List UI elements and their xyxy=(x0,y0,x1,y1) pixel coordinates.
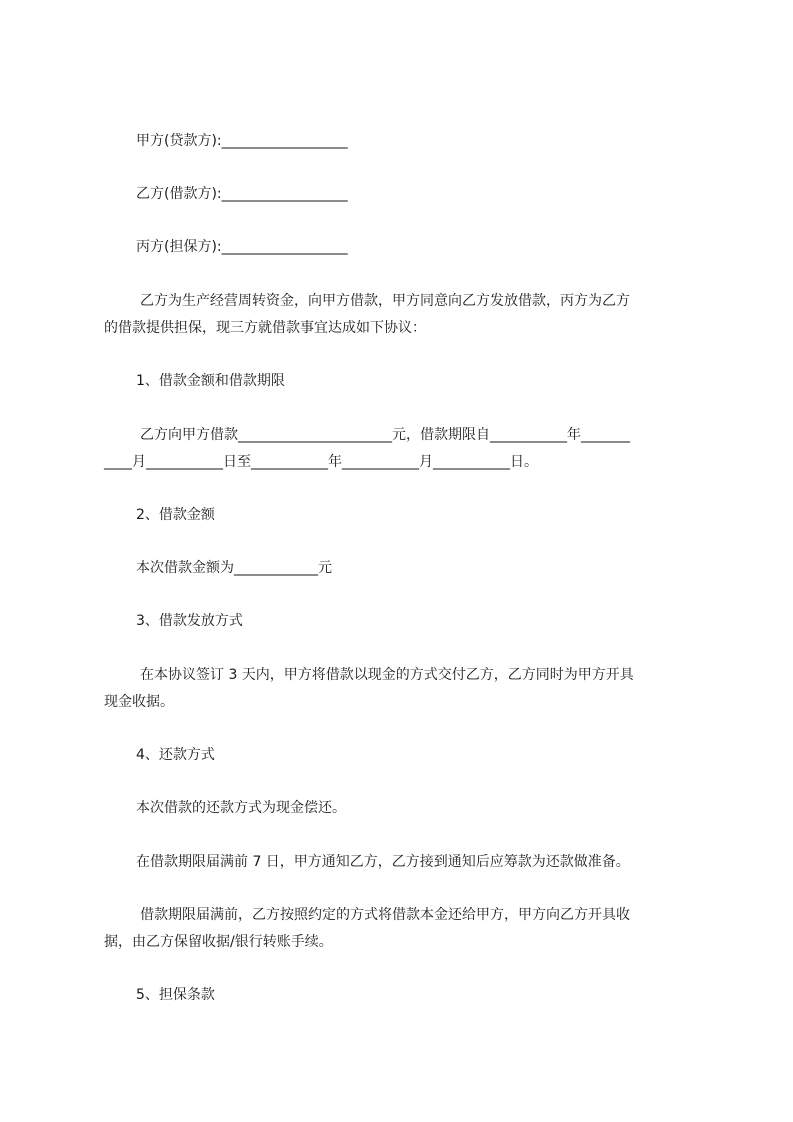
section-1-heading: 1、借款金额和借款期限 xyxy=(136,373,285,389)
party-b-line: 乙方(借款方):__________________ xyxy=(136,186,348,202)
party-a-line: 甲方(贷款方):__________________ xyxy=(136,133,348,149)
section-2-text: 本次借款金额为____________元 xyxy=(136,560,332,576)
section-3-heading: 3、借款发放方式 xyxy=(136,613,243,629)
intro-paragraph-line-1: 乙方为生产经营周转资金，向甲方借款，甲方同意向乙方发放借款，丙方为乙方 xyxy=(140,293,630,309)
section-4-paragraph-2: 在借款期限届满前 7 日，甲方通知乙方，乙方接到通知后应筹款为还款做准备。 xyxy=(136,854,630,870)
section-4-paragraph-1: 本次借款的还款方式为现金偿还。 xyxy=(136,800,346,816)
section-1-line-2: ____月___________日至___________年___________月___________日。 xyxy=(104,454,538,470)
section-1-line-1: 乙方向甲方借款______________________元，借款期限自___________年_______ xyxy=(140,427,630,443)
section-4-paragraph-3-line-2: 据，由乙方保留收据/银行转账手续。 xyxy=(104,934,333,950)
section-3-line-2: 现金收据。 xyxy=(104,694,174,710)
intro-paragraph-line-2: 的借款提供担保，现三方就借款事宜达成如下协议： xyxy=(104,320,426,336)
section-3-line-1: 在本协议签订 3 天内，甲方将借款以现金的方式交付乙方，乙方同时为甲方开具 xyxy=(140,667,634,683)
section-5-heading: 5、担保条款 xyxy=(136,987,215,1003)
section-4-heading: 4、还款方式 xyxy=(136,747,215,763)
party-c-line: 丙方(担保方):__________________ xyxy=(136,239,348,255)
section-4-paragraph-3-line-1: 借款期限届满前，乙方按照约定的方式将借款本金还给甲方，甲方向乙方开具收 xyxy=(140,907,630,923)
section-2-heading: 2、借款金额 xyxy=(136,507,215,523)
